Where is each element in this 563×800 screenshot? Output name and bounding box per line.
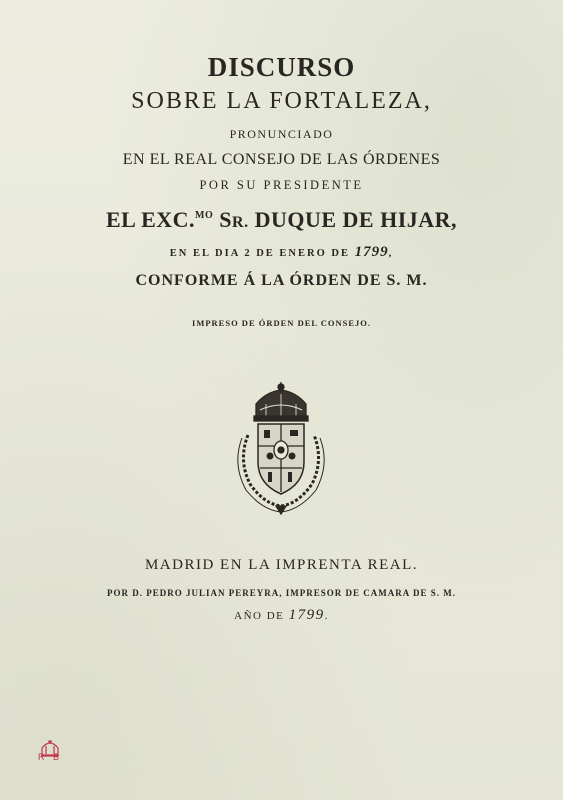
line-presidente: POR SU PRESIDENTE <box>199 178 364 192</box>
document-subtitle: SOBRE LA FORTALEZA, <box>131 88 432 114</box>
imprint-year-value: 1799 <box>288 607 325 623</box>
author-honorific: S <box>213 207 233 232</box>
document-title: DISCURSO <box>207 52 356 82</box>
author-title: EL EXC. <box>105 207 196 232</box>
library-stamp: R B <box>37 752 62 762</box>
date-year: 1799 <box>354 244 389 260</box>
date-end: , <box>388 248 394 259</box>
author-title-sup: MO <box>195 210 214 221</box>
author-name: DUQUE DE HIJAR, <box>248 207 458 232</box>
line-consejo: EN EL REAL CONSEJO DE LAS ÓRDENES <box>122 151 441 168</box>
date-text: EN EL DIA 2 DE ENERO DE <box>169 248 355 259</box>
imprint-year <box>0 607 563 624</box>
imprint-printer: POR D. PEDRO JULIAN PEREYRA, IMPRESOR DE CAMARA DE S. M. <box>106 588 456 598</box>
royal-coat-of-arms-icon <box>226 380 336 516</box>
line-impreso: IMPRESO DE ÓRDEN DEL CONSEJO. <box>192 318 371 328</box>
line-author <box>0 207 563 233</box>
line-pronunciado: PRONUNCIADO <box>229 127 334 141</box>
imprint-place: MADRID EN LA IMPRENTA REAL. <box>144 557 419 573</box>
line-conforme: CONFORME Á LA ÓRDEN DE S. M. <box>135 272 428 289</box>
imprint-year-text: AÑO DE <box>234 610 289 622</box>
imprint-year-end: . <box>324 610 329 622</box>
author-honorific-sc: R. <box>232 214 249 231</box>
line-date <box>0 244 563 261</box>
